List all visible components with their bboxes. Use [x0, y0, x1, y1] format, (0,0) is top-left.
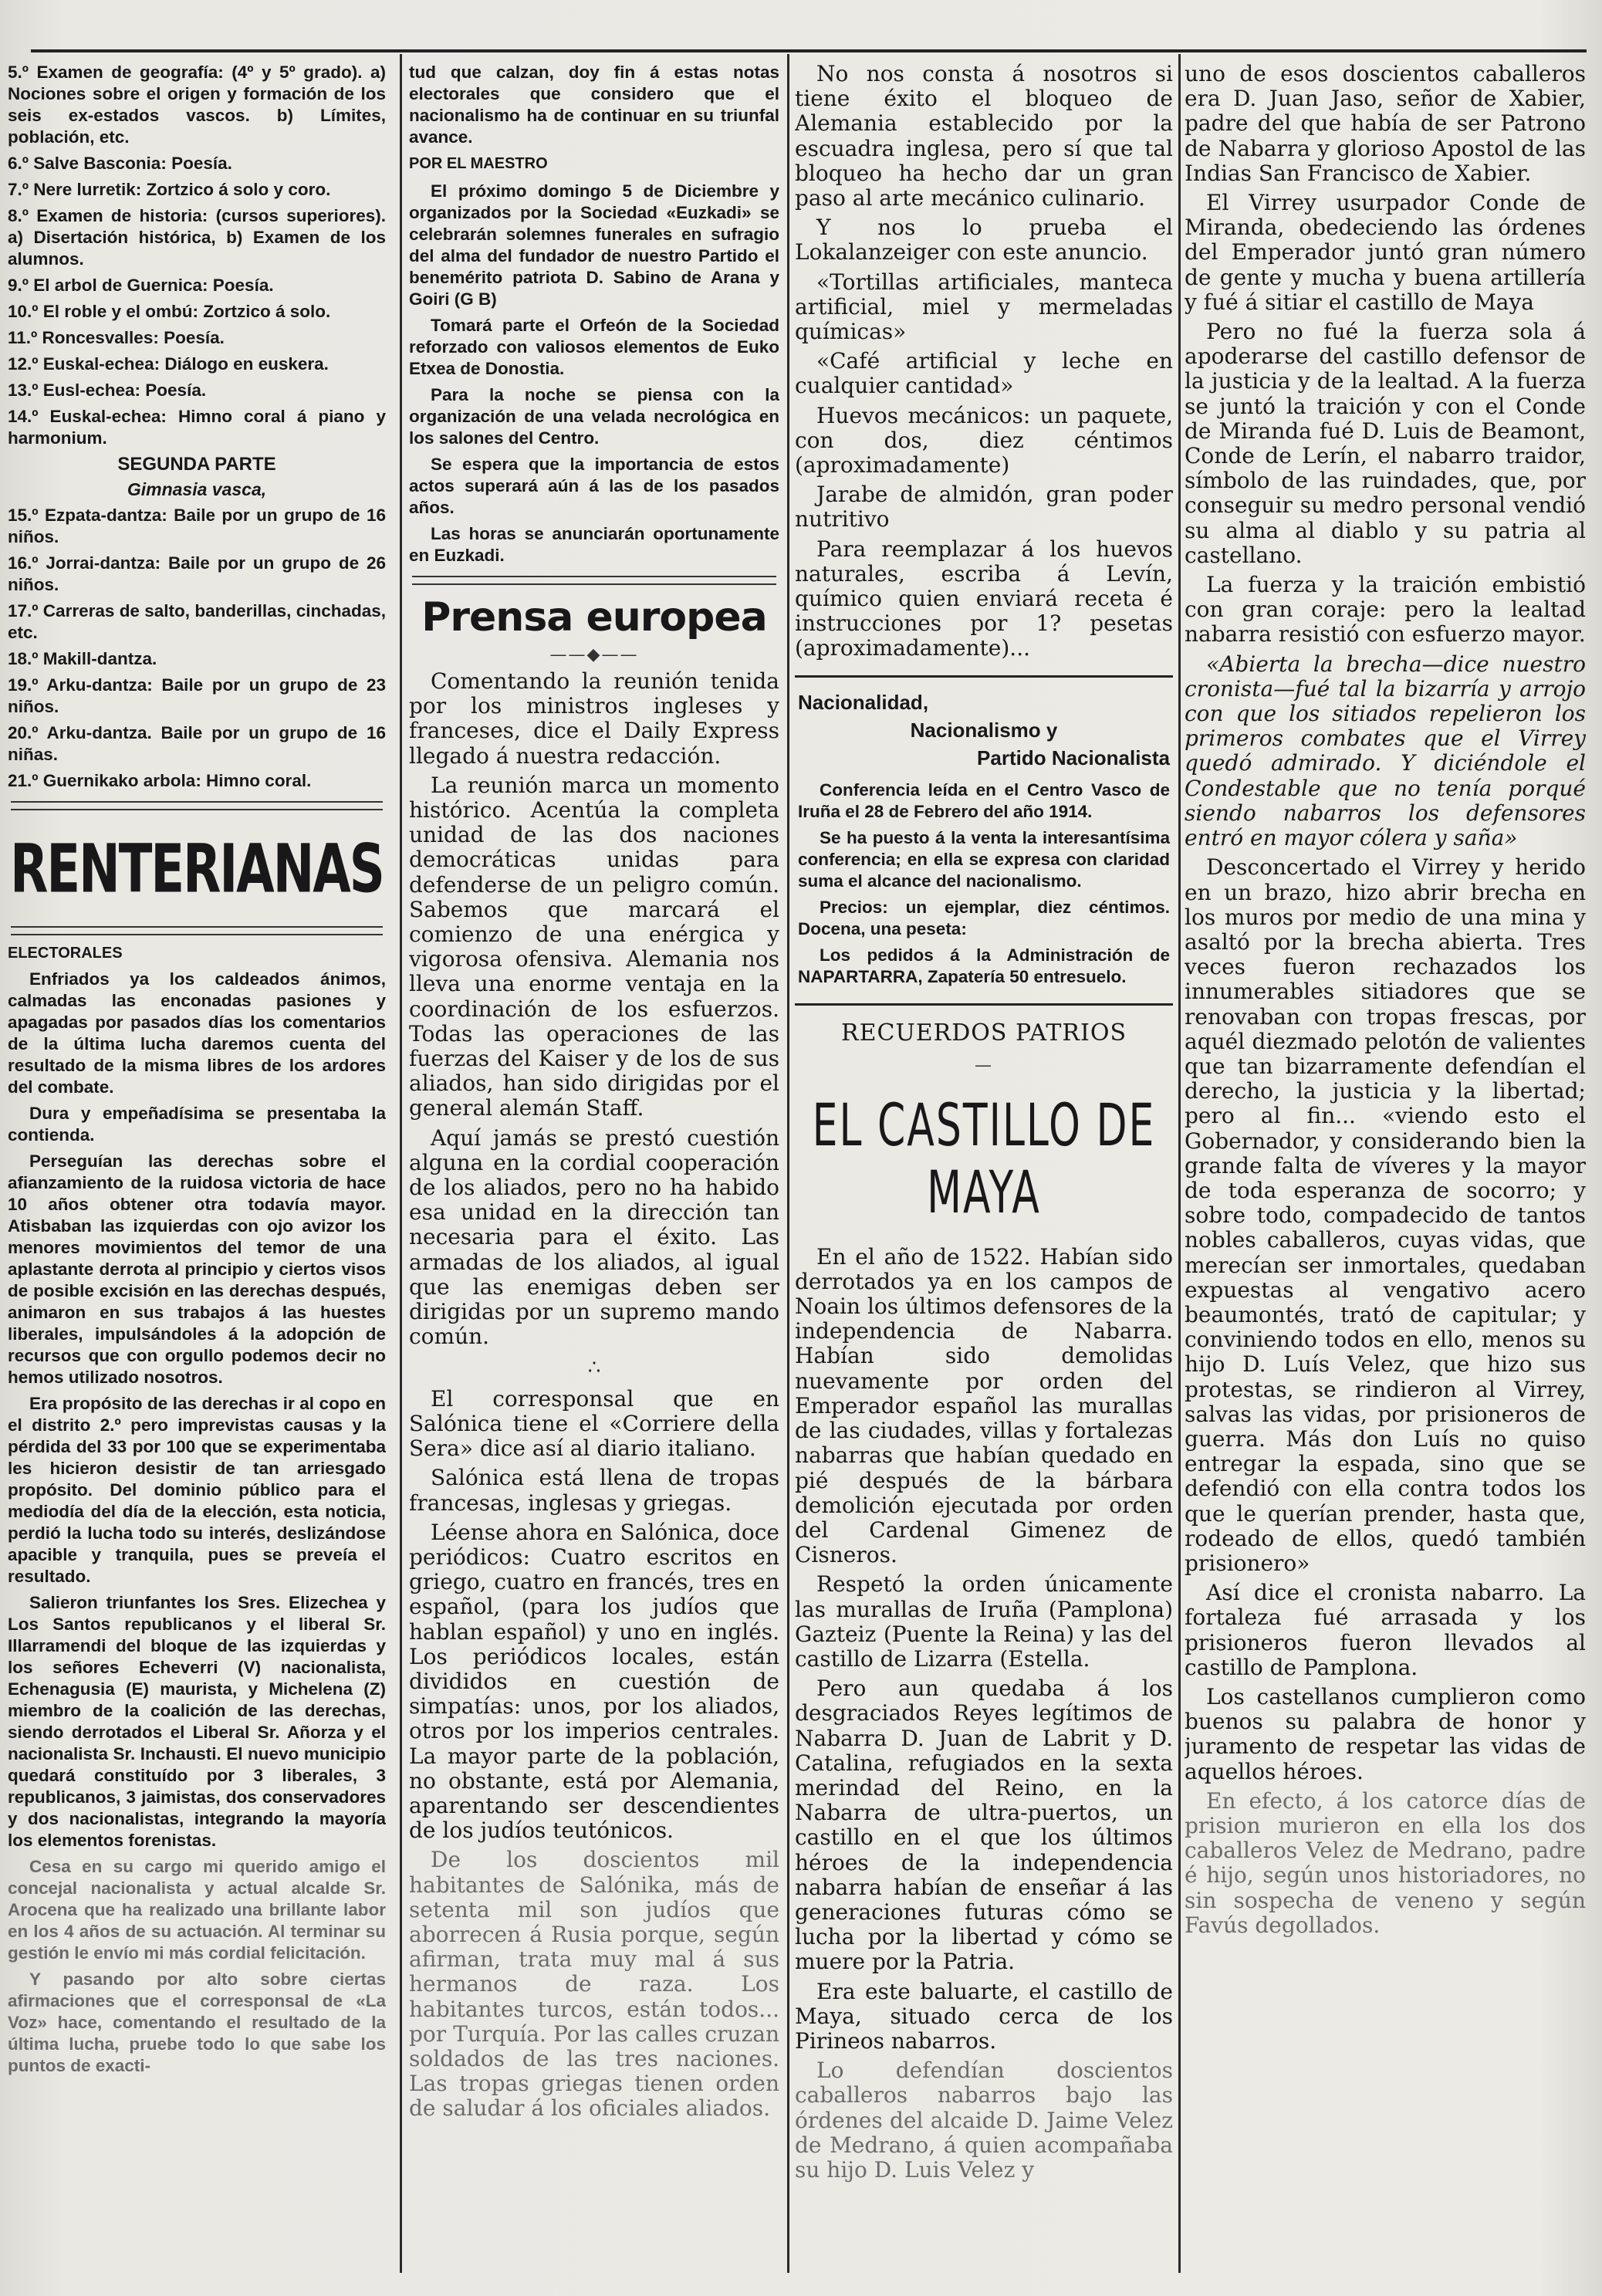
column-rule [1178, 54, 1181, 2273]
paragraph: Y nos lo prueba el Lokalanzeiger con este anuncio. [795, 215, 1173, 265]
paragraph: El Virrey usurpador Conde de Miranda, obedeciendo las órdenes del Emperador juntó gran número de gente y mucha y buena artillería y fué á sitiar el castillo de Maya [1185, 190, 1586, 315]
paragraph: Y pasando por alto sobre ciertas afirmaciones que el corresponsal de «La Voz» hace, comentando el resultado de la última lucha, pruebe todo lo que sabe los puntos de exacti- [8, 1970, 386, 2075]
column-2 [409, 62, 779, 2254]
advert-title-line: Nacionalidad, [798, 690, 929, 714]
paragraph: El corresponsal que en Salónica tiene el «Corriere della Sera» dice así al diario italiano. [409, 1385, 779, 1462]
paragraph: La fuerza y la traición embistió con gran coraje: pero la lealtad nabarra resistió con esfuerzo mayor. [1185, 572, 1586, 648]
paragraph: Dura y empeñadísima se presentaba la contienda. [8, 1104, 386, 1145]
program-item: 11.º Roncesvalles: Poesía. [8, 328, 225, 347]
article-bloqueo [795, 62, 1173, 661]
paragraph: Perseguían las derechas sobre el afianzamiento de la ruidosa victoria de hace 10 años obtener otra todavía mayor. Atisbaban las izquierdas con ojo avizor los menores movimientos del temor de una aplastante derrota al principio y ciertos visos de posible excisión en las derechas después, animaron en sus trabajos á las huestes liberales, impulsándoles á la adopción de recursos que con orgullo podemos decir no hemos utilizado nosotros. [8, 1151, 386, 1387]
paragraph: tud que calzan, doy fin á estas notas electorales que considero que el nacionalismo ha de continuar en su triunfal avance. [409, 63, 779, 147]
ornament-rule: — [975, 1055, 993, 1075]
paragraph: En el año de 1522. Habían sido derrotados ya en los campos de Noain los últimos defensores de la independencia de Nabarra. Habían sido demolidas nuevamente por orden del Emperador español las murallas de las ciudades, villas y fortalezas nabarras que habían quedado en pié después de la bárbara demolición ejecutada por orden del Cardenal Gimenez de Cisneros. [795, 1243, 1173, 1568]
program-item: 6.º Salve Basconia: Poesía. [8, 154, 232, 173]
paragraph: Precios: un ejemplar, diez céntimos. Docena, una peseta: [798, 897, 1170, 938]
program-item: 8.º Examen de historia: (cursos superiores). a) Disertación histórica, b) Examen de los alumnos. [8, 206, 386, 269]
paragraph: Desconcertado el Virrey y herido en un brazo, hizo abrir brecha en los muros por medio de una mina y asaltó por la brecha abierta. Tres veces fueron rechazados los innumerables sitiadores que se renovaban con tropas frescas, por aquél diezmado pelotón de valientes que tan bizarramente defendían el derecho, la justicia y la libertad; pero al fin... «viendo esto el Gobernador, y considerando bien la grande falta de víveres y la mayor de toda esperanza de socorro; y sobre todo, compadecido de tantos nobles caballeros, cuyas vidas, que merecían ser inmortales, quedaban expuestas al vengativo acero beaumontés, trató de capitular; y conviniendo todos en ello, menos su hijo D. Luís Velez, que hizo sus protestas, se rindieron al Virrey, salvas las vidas, por prisioneros de guerra. Más don Luís no quiso entregar la espada, sino que se defendió con ella contra todos los que le querían prender, hasta que, rodeado de ellos, quedó también prisionero» [1185, 854, 1586, 1576]
program-item: 20.º Arku-dantza. Baile por un grupo de 16 niñas. [8, 723, 386, 764]
column-3 [795, 62, 1173, 2254]
paragraph: Léense ahora en Salónica, doce periódicos: Cuatro escritos en griego, cuatro en francés, tres en español, (para los judíos que hablan español) y uno en inglés. Los periódicos locales, están divididos en cuestión de simpatías: unos, por los aliados, otros por los imperios centrales. La mayor parte de la población, no obstante, está por Alemania, aparentando ser descendientes de los judíos teutónicos. [409, 1519, 779, 1844]
program-item: 12.º Euskal-echea: Diálogo en euskera. [8, 354, 329, 374]
paragraph: Tomará parte el Orfeón de la Sociedad reforzado con valiosos elementos de Euko Etxea de Donostia. [409, 316, 779, 378]
program-item: 7.º Nere lurretik: Zortzico á solo y coro. [8, 180, 331, 199]
paragraph: Los pedidos á la Administración de NAPARTARRA, Zapatería 50 entresuelo. [798, 945, 1170, 986]
program-item: 9.º El arbol de Guernica: Poesía. [8, 276, 274, 295]
program-item: 18.º Makill-dantza. [8, 649, 157, 668]
article-electorales [8, 969, 386, 2077]
paragraph: El próximo domingo 5 de Diciembre y organizados por la Sociedad «Euzkadi» se celebrarán solemnes funerales en sufragio del alma del fundador de nuestro Partido el benemérito patriota D. Sabino de Arana y Goiri (G B) [409, 181, 779, 309]
program-item: 14.º Euskal-echea: Himno coral á piano y harmonium. [8, 407, 386, 448]
section-title-prensa-europea: Prensa europea [421, 594, 767, 641]
ornament-divider [11, 801, 383, 810]
section-title-renterianas: RENTERIANAS [10, 831, 384, 908]
paragraph: Para la noche se piensa con la organización de una velada necrológica en los salones del Centro. [409, 385, 779, 448]
paragraph: Comentando la reunión tenida por los ministros ingleses y franceses, dice el Daily Express llegado á nuestra redacción. [409, 668, 779, 769]
segunda-parte-heading: SEGUNDA PARTE [117, 454, 276, 475]
ornament-divider [11, 926, 383, 935]
paragraph: De los doscientos mil habitantes de Salónika, más de setenta mil son judíos que aborrecen á Rusia porque, según afirman, trata muy mal á sus hermanos de raza. Los habitantes turcos, están todos... por Turquía. Por las calles cruzan soldados de las tres naciones. Las tropas griegas tienen orden de saludar á los oficiales aliados. [409, 1847, 779, 2122]
top-rule [31, 49, 1587, 52]
advert-body [798, 779, 1170, 988]
program-list [8, 62, 386, 792]
ornament-rule: ——◆—— [549, 645, 639, 664]
advert-box [795, 675, 1173, 1006]
paragraph: La reunión marca un momento histórico. Acentúa la completa unidad de las dos naciones democráticas unidas para defenderse de un peligro común. Sabemos que marcará el comienzo de una enérgica y vigorosa ofensiva. Alemania nos lleva una enorme ventaja en la coordinación de los esfuerzos. Todas las operaciones de las fuerzas del Kaiser y de los de sus aliados, han sido dirigidas por el general alemán Staff. [409, 772, 779, 1121]
paragraph: Huevos mecánicos: un paquete, con dos, diez céntimos (aproximadamente) [795, 402, 1173, 478]
article-castillo-continued [1185, 62, 1586, 1938]
gimnasia-subheading: Gimnasia vasca, [127, 479, 267, 499]
paragraph: Las horas se anunciarán oportunamente en Euzkadi. [409, 524, 779, 565]
paragraph: Salieron triunfantes los Sres. Elizechea y Los Santos republicanos y el liberal Sr. Illarramendi del bloque de las izquierdas y los señores Echeverri (V) nacionalista, Echenagusia (E) maurista, y Michelena (Z) miembro de la coalición de las derechas, siendo derrotados el Liberal Sr. Añorza y el nacionalista Sr. Inchausti. El nuevo municipio quedará constituído por 3 liberales, 3 republicanos, 3 jaimistas, dos conservadores y dos nacionalistas, integrando la mayoría los elementos forenistas. [8, 1593, 386, 1850]
article-castillo [795, 1245, 1173, 2183]
paragraph: No nos consta á nosotros si tiene éxito el bloqueo de Alemania establecido por la escuadra inglesa, pero sí que tal bloqueo ha hecho dar un gran paso al arte mecánico culinario. [795, 62, 1173, 211]
column-4 [1185, 62, 1586, 2254]
program-item: 21.º Guernikako arbola: Himno coral. [8, 771, 312, 790]
kicker-electorales: ELECTORALES [8, 945, 123, 962]
ornament-divider [412, 576, 776, 585]
column-1 [8, 62, 386, 2277]
column-rule [400, 54, 402, 2273]
paragraph: Se ha puesto á la venta la interesantísima conferencia; en ella se expresa con claridad suma el alcance del nacionalismo. [798, 827, 1170, 891]
article-title-castillo: EL CASTILLO DE MAYA [812, 1092, 1156, 1227]
paragraph: uno de esos doscientos caballeros era D. Juan Jaso, señor de Xabier, padre del que había de ser Patrono de Nabarra y glorioso Apostol de las Indias San Francisco de Xabier. [1185, 62, 1586, 186]
article-prensa [409, 669, 779, 2122]
program-item: 5.º Examen de geografía: (4º y 5º grado). a) Nociones sobre el origen y formación de los seis ex-estados vascos. b) Límites, población, etc. [8, 63, 386, 147]
section-heading-recuerdos: RECUERDOS PATRIOS [841, 1019, 1127, 1047]
kicker-maestro: POR EL MAESTRO [409, 155, 548, 172]
paragraph: Así dice el cronista nabarro. La fortaleza fué arrasada y los prisioneros fueron llevados al castillo de Pamplona. [1185, 1580, 1586, 1680]
paragraph: Los castellanos cumplieron como buenos su palabra de honor y juramento de respetar las vidas de aquellos héroes. [1185, 1684, 1586, 1784]
program-item: 15.º Ezpata-dantza: Baile por un grupo de 16 niños. [8, 506, 386, 546]
paragraph: «Tortillas artificiales, manteca artificial, miel y mermeladas químicas» [795, 269, 1173, 345]
program-item: 19.º Arku-dantza: Baile por un grupo de 23 niños. [8, 675, 386, 716]
paragraph: Conferencia leída en el Centro Vasco de Iruña el 28 de Febrero del año 1914. [798, 779, 1170, 821]
paragraph: Aquí jamás se prestó cuestión alguna en la cordial cooperación de los aliados, pero no ha habido esa unidad en la dirección tan necesaria para el éxito. Las armadas de los aliados, al igual que las enemigas deben ser dirigidas por un supremo mando común. [409, 1124, 779, 1350]
program-item: 16.º Jorrai-dantza: Baile por un grupo de 26 niños. [8, 553, 386, 594]
paragraph: Enfriados ya los caldeados ánimos, calmadas las enconadas pasiones y apagadas por pasados días los comentarios de la última lucha daremos cuenta del resultado de la misma libres de los ardores del combate. [8, 969, 386, 1097]
paragraph: Lo defendían doscientos caballeros nabarros bajo las órdenes del alcaide D. Jaime Velez de Medrano, á quien acompañaba su hijo D. Luis Velez y [795, 2058, 1173, 2183]
paragraph: Se espera que la importancia de estos actos superará aún á las de los pasados años. [409, 455, 779, 517]
paragraph: Para reemplazar á los huevos naturales, escriba á Levín, químico quien enviará receta é instrucciones por 1? pesetas (aproximadamente)... [795, 536, 1173, 661]
advert-title-line: Nacionalismo y [910, 718, 1058, 742]
paragraph: Jarabe de almidón, gran poder nutritivo [795, 482, 1173, 533]
program-item: 10.º El roble y el ombú: Zortzico á solo. [8, 302, 331, 321]
paragraph: Cesa en su cargo mi querido amigo el concejal nacionalista y actual alcalde Sr. Arocena que ha realizado una brillante labor en los 4 años de su actuación. Al terminar su gestión le envío mi más cordial felicitación. [8, 1857, 386, 1963]
paragraph: Respetó la orden únicamente las murallas de Iruña (Pamplona) Gazteiz (Puente la Reina) y las del castillo de Lizarra (Estella. [795, 1571, 1173, 1672]
paragraph: Era este baluarte, el castillo de Maya, situado cerca de los Pirineos nabarros. [795, 1978, 1173, 2054]
paragraph: Era propósito de las derechas ir al copo en el distrito 2.º pero imprevistas causas y la pérdida del 33 por 100 que se experimentaba les hicieron desistir de tan arriesgado propósito. Del dominio público para el mediodía del día de la elección, esta noticia, perdió la lucha todo su interés, deslizándose apacible y tranquila, pues se preveía el resultado. [8, 1394, 386, 1586]
paragraph: Pero aun quedaba á los desgraciados Reyes legítimos de Nabarra D. Juan de Labrit y D. Catalina, refugiados en la sexta merindad del Reino, en la Nabarra de ultra-puertos, un castillo en el que los últimos héroes de la independencia nabarra habían de enseñar á las generaciones futuras cómo se lucha por la libertad y cómo se muere por la Patria. [795, 1676, 1173, 1975]
paragraph: Pero no fué la fuerza sola á apoderarse del castillo defensor de la justicia y de la lealtad. A la fuerza se juntó la traición y con el Conde de Miranda fué D. Luis de Beamont, Conde de Lerín, el nabarro traidor, símbolo de las ruindades, que, por conseguir su medro personal vendió su alma al diablo y su patria al castellano. [1185, 319, 1586, 568]
advert-title-line: Partido Nacionalista [977, 746, 1170, 769]
article-continuation [409, 62, 779, 566]
column-rule [787, 54, 789, 2273]
program-item: 17.º Carreras de salto, banderillas, cinchadas, etc. [8, 601, 386, 642]
paragraph: «Abierta la brecha—dice nuestro cronista—fué tal la bizarría y arrojo con que los sitiados repelieron los primeros combates que el Virrey quedó admirado. Y diciéndole el Condestable que no tenía porqué siendo nabarros los defensores entró en mayor cólera y saña» [1185, 651, 1586, 851]
paragraph: «Café artificial y leche en cualquier cantidad» [795, 348, 1173, 399]
dots-separator: ∴ [587, 1356, 601, 1380]
paragraph: En efecto, á los catorce días de prision murieron en ella los dos caballeros Velez de Medrano, padre é hijo, según unos historiadores, no sin sospecha de veneno y según Favús degollados. [1185, 1787, 1586, 1938]
program-item: 13.º Eusl-echea: Poesía. [8, 380, 207, 400]
paragraph: Salónica está llena de tropas francesas, inglesas y griegas. [409, 1465, 779, 1516]
